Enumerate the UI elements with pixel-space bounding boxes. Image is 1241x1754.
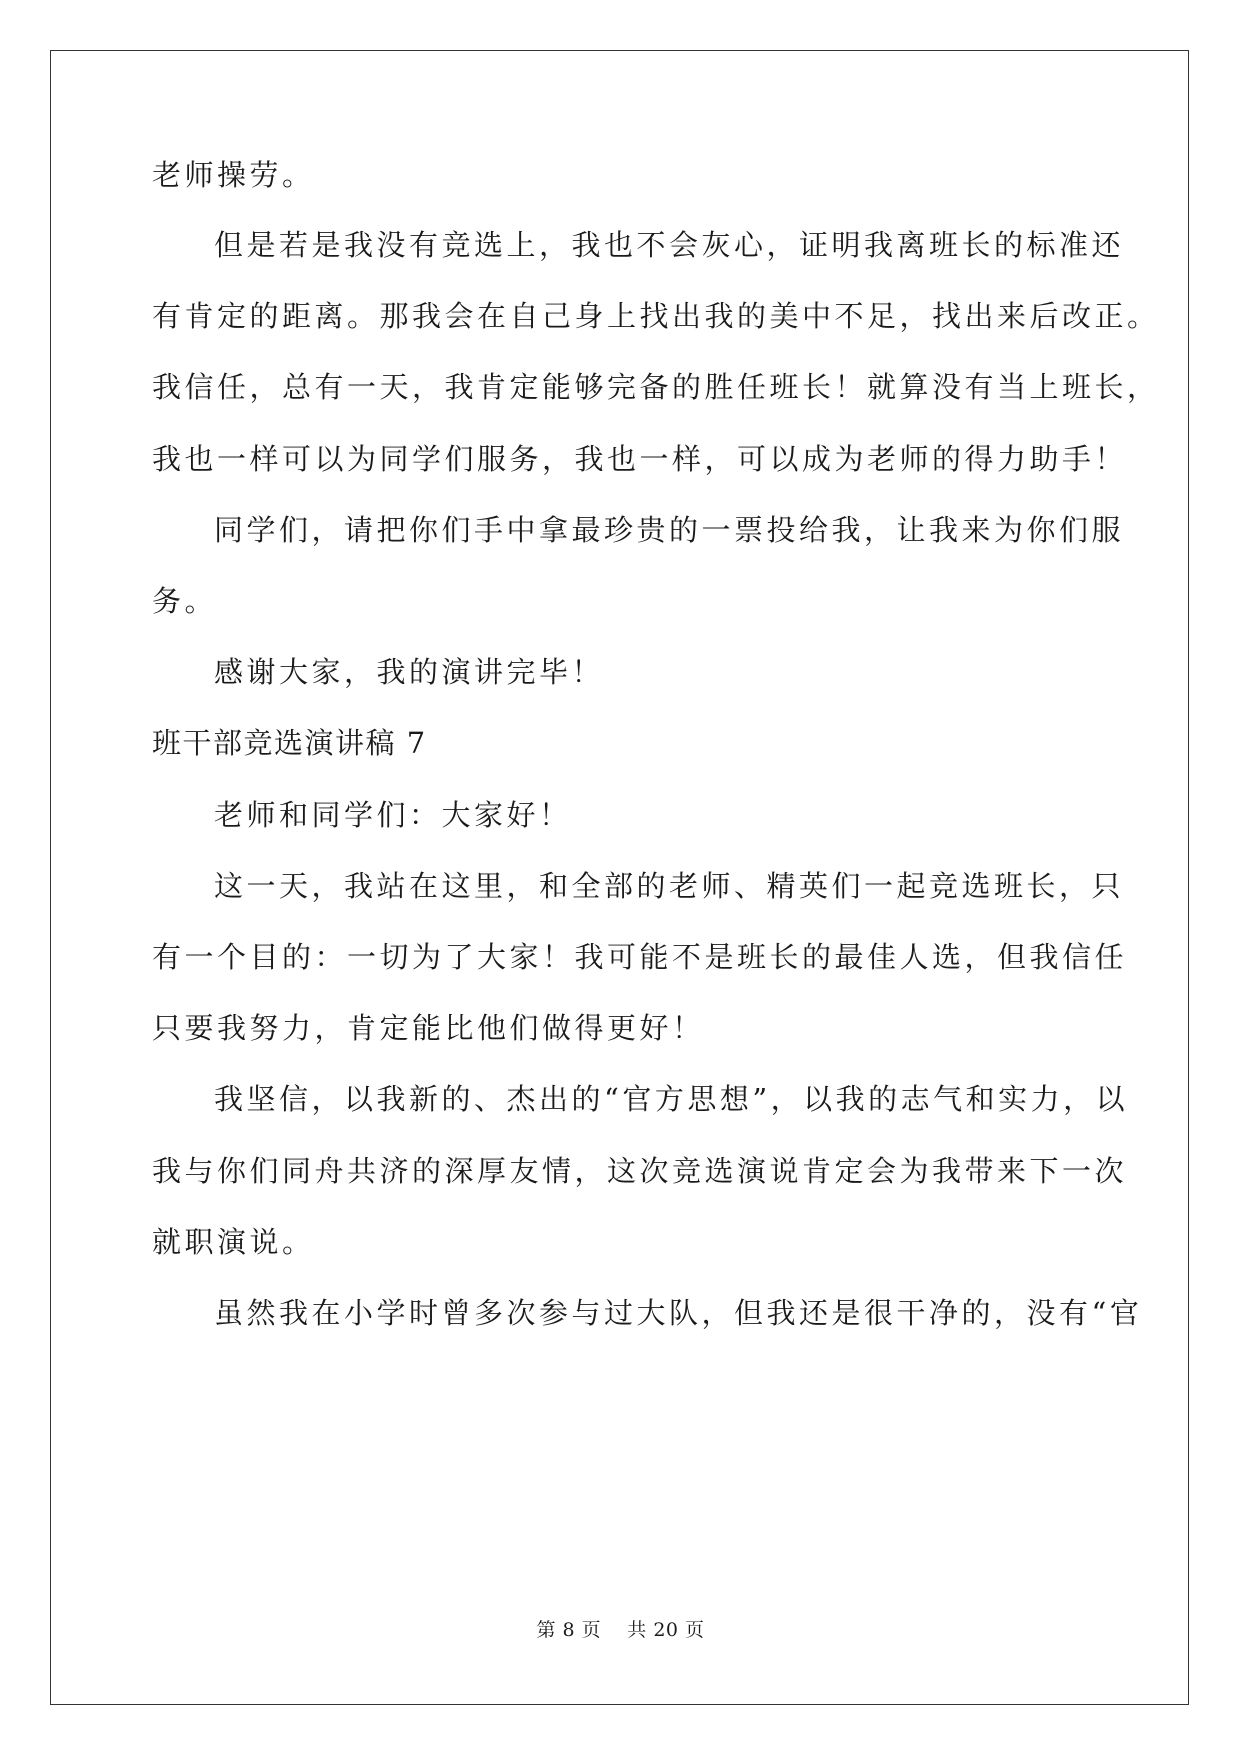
paragraph-line: 有肯定的距离。那我会在自己身上找出我的美中不足，找出来后改正。 (152, 299, 1160, 333)
page-number-footer: 第 8 页 共 20 页 (536, 1619, 705, 1641)
paragraph-line: 老师和同学们：大家好！ (214, 798, 572, 832)
paragraph-line: 虽然我在小学时曾多次参与过大队，但我还是很干净的，没有“官 (214, 1296, 1143, 1330)
paragraph-line: 我信任，总有一天，我肯定能够完备的胜任班长！就算没有当上班长， (152, 370, 1160, 404)
paragraph-line: 有一个目的：一切为了大家！我可能不是班长的最佳人选，但我信任 (152, 940, 1128, 974)
paragraph-line: 同学们，请把你们手中拿最珍贵的一票投给我，让我来为你们服 (214, 513, 1125, 547)
paragraph-line: 务。 (152, 584, 218, 618)
paragraph-line: 这一天，我站在这里，和全部的老师、精英们一起竞选班长，只 (214, 869, 1125, 903)
paragraph-line: 但是若是我没有竞选上，我也不会灰心，证明我离班长的标准还 (214, 228, 1125, 262)
paragraph-line: 只要我努力，肯定能比他们做得更好！ (152, 1011, 705, 1045)
paragraph-line: 感谢大家，我的演讲完毕！ (214, 655, 605, 689)
section-heading: 班干部竞选演讲稿 7 (152, 726, 427, 760)
paragraph-line: 我也一样可以为同学们服务，我也一样，可以成为老师的得力助手！ (152, 442, 1128, 476)
paragraph-line: 老师操劳。 (152, 158, 315, 192)
paragraph-line: 就职演说。 (152, 1225, 315, 1259)
paragraph-line: 我与你们同舟共济的深厚友情，这次竞选演说肯定会为我带来下一次 (152, 1154, 1128, 1188)
paragraph-line: 我坚信，以我新的、杰出的“官方思想”，以我的志气和实力，以 (214, 1082, 1129, 1116)
